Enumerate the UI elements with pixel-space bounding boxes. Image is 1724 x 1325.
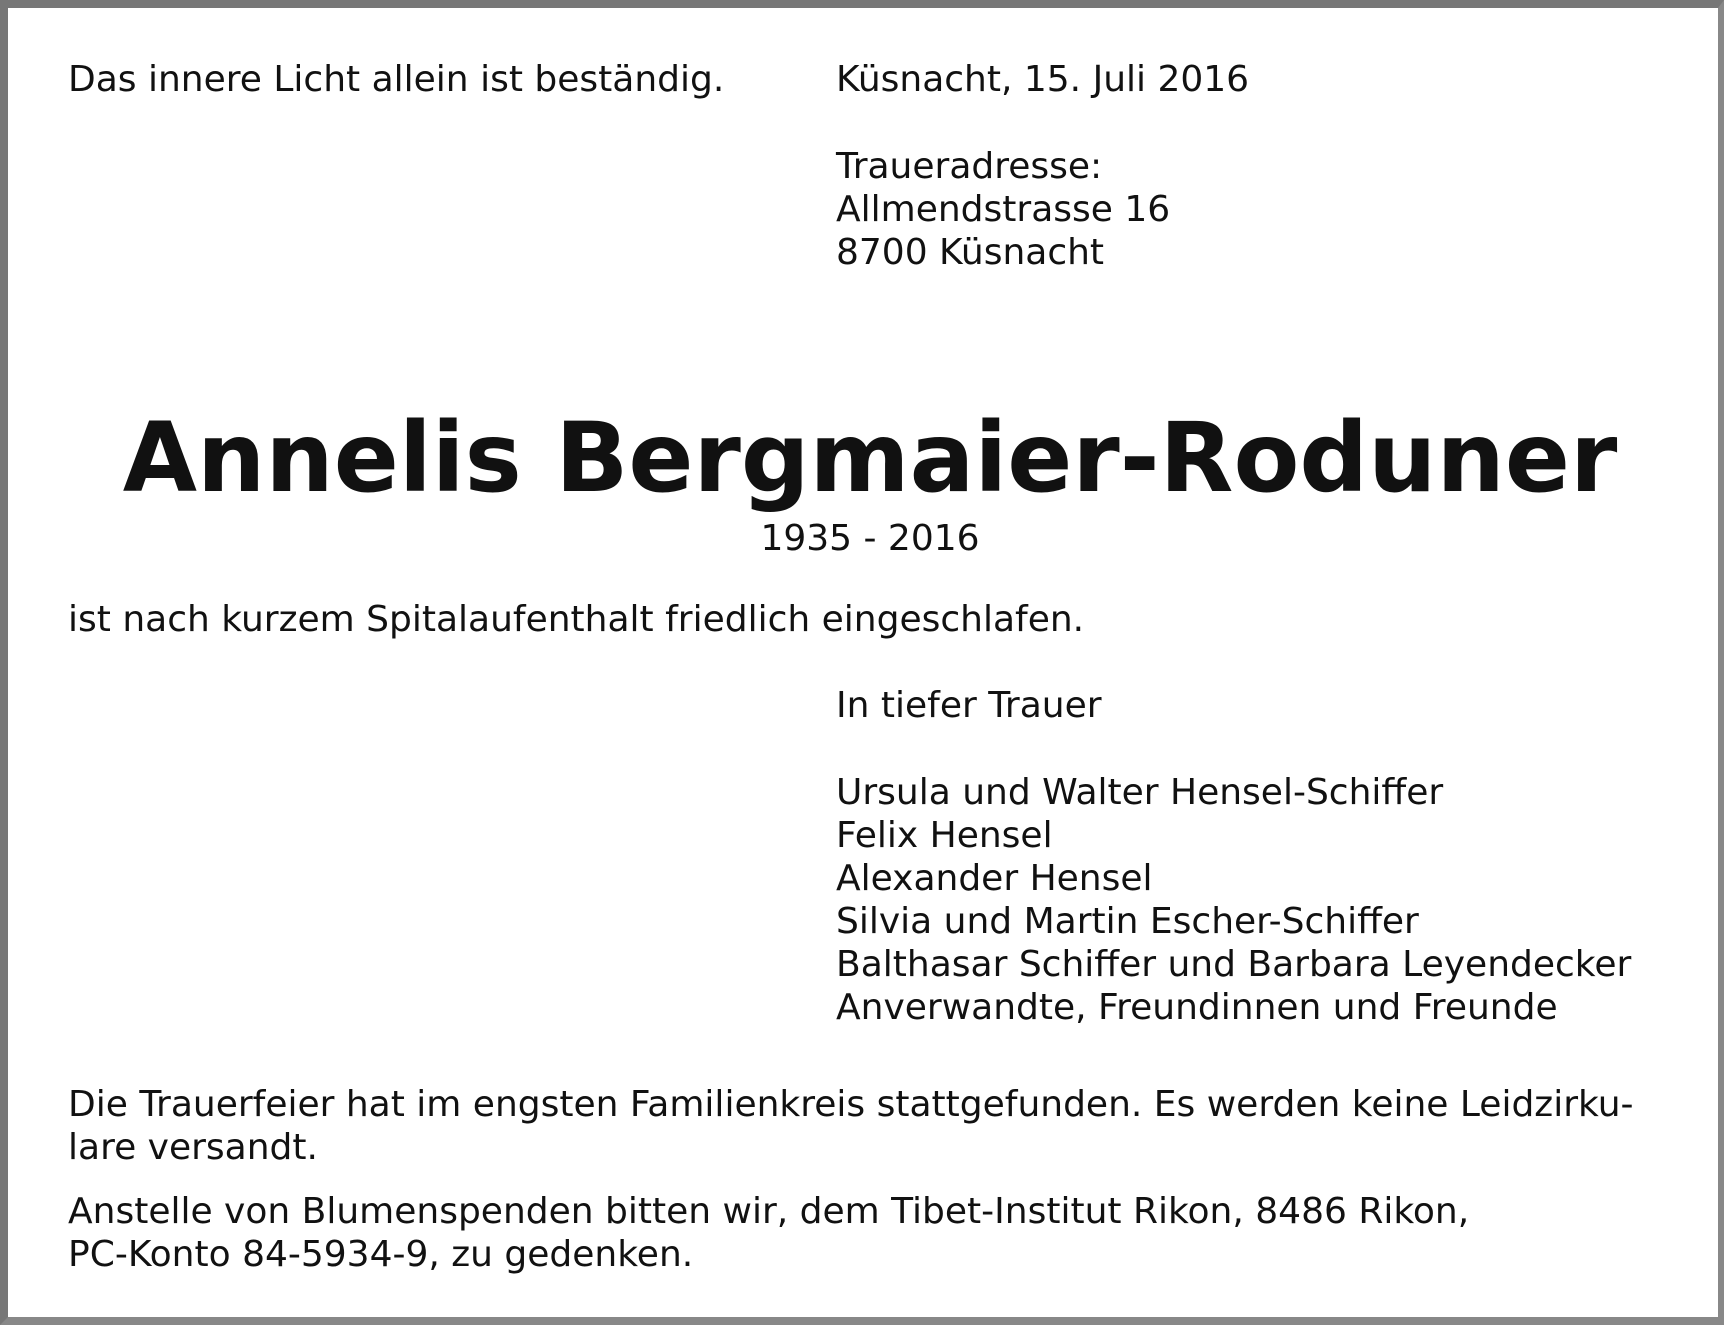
funeral-note [68, 1083, 1634, 1169]
donation-note [68, 1190, 1469, 1276]
donation-note-line: Anstelle von Blumenspenden bitten wir, dem Tibet-Institut Rikon, 8486 Rikon, [68, 1191, 1470, 1232]
mourner-entry: Ursula und Walter Hensel-Schiffer [836, 772, 1444, 813]
mourning-label: In tiefer Trauer [836, 685, 1102, 726]
passing-message: ist nach kurzem Spitalaufenthalt friedlich eingeschlafen. [68, 599, 1085, 640]
mourner-entry: Anverwandte, Freundinnen und Freunde [836, 987, 1558, 1028]
mourner-entry: Silvia und Martin Escher-Schiffer [836, 901, 1419, 942]
life-years: 1935 - 2016 [760, 518, 980, 559]
address-city: 8700 Küsnacht [836, 232, 1105, 273]
mourning-address [836, 145, 1170, 274]
motto-quote: Das innere Licht allein ist beständig. [68, 59, 725, 100]
deceased-name: Annelis Bergmaier-Roduner [122, 402, 1618, 514]
address-street: Allmendstrasse 16 [836, 189, 1171, 230]
mourners-list [836, 771, 1631, 1029]
mourner-entry: Felix Hensel [836, 815, 1053, 856]
funeral-note-line: Die Trauerfeier hat im engsten Familienkreis stattgefunden. Es werden keine Leidzirku- [68, 1084, 1634, 1125]
funeral-note-line: lare versandt. [68, 1127, 318, 1168]
address-label: Traueradresse: [836, 146, 1103, 187]
donation-note-line: PC-Konto 84-5934-9, zu gedenken. [68, 1234, 694, 1275]
place-and-date: Küsnacht, 15. Juli 2016 [836, 59, 1250, 100]
mourner-entry: Balthasar Schiffer und Barbara Leyendecker [836, 944, 1632, 985]
mourner-entry: Alexander Hensel [836, 858, 1153, 899]
